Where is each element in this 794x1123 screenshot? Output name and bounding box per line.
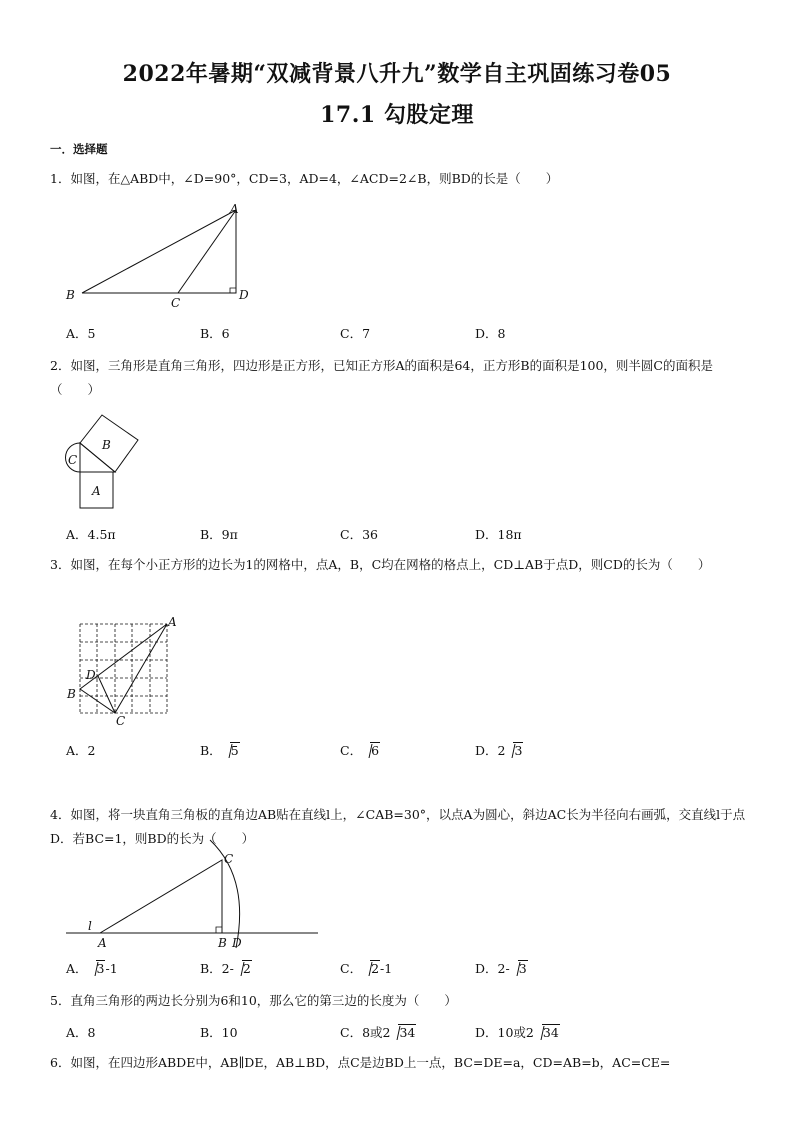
label-C: C — [68, 453, 78, 467]
sqrt-symbol: 6 — [362, 743, 380, 758]
option-a[interactable]: A．4.5π — [66, 527, 116, 542]
question-3 — [50, 553, 750, 577]
label-A: A — [92, 484, 101, 498]
title-line-2: 17.1 勾股定理 — [320, 102, 474, 128]
options-q4 — [66, 959, 766, 979]
sqrt-symbol: 3 — [88, 961, 106, 976]
question-2 — [50, 354, 750, 402]
question-number: 1． — [50, 171, 71, 186]
option-b[interactable]: B．9π — [200, 527, 238, 542]
question-text: 如图，三角形是直角三角形，四边形是正方形，已知正方形A的面积是64，正方形B的面积是100，则半圆C的面积是（ ） — [50, 358, 713, 397]
option-b[interactable]: B．10 — [200, 1025, 238, 1040]
option-d[interactable]: D．2 3 — [475, 743, 523, 758]
option-d[interactable]: D．8 — [475, 326, 506, 341]
label-B: B — [67, 687, 76, 701]
figure-q1 — [60, 200, 260, 310]
question-number: 6． — [50, 1055, 71, 1070]
question-text: 直角三角形的两边长分别为6和10，那么它的第三边的长度为（ ） — [70, 993, 457, 1008]
label-B: B — [102, 438, 111, 452]
sqrt-symbol: 2 — [362, 961, 380, 976]
label-A: A — [168, 615, 177, 629]
label-C: C — [224, 852, 234, 866]
question-number: 2． — [50, 358, 71, 373]
sqrt-symbol: 3 — [510, 961, 528, 976]
question-number: 4． — [50, 807, 71, 822]
options-q2 — [66, 525, 766, 545]
question-5 — [50, 989, 750, 1013]
figure-q2 — [60, 410, 160, 510]
option-c[interactable]: C．7 — [340, 326, 371, 341]
option-d[interactable]: D．10或2 34 — [475, 1025, 559, 1040]
option-c[interactable]: C． 2-1 — [340, 961, 393, 976]
sqrt-symbol: 5 — [222, 743, 240, 758]
title-line-1: 2022年暑期“双减背景八升九”数学自主巩固练习卷05 — [122, 61, 672, 87]
question-number: 5． — [50, 993, 71, 1008]
label-B: B — [218, 936, 227, 950]
option-a[interactable]: A．2 — [66, 743, 96, 758]
option-b[interactable]: B．6 — [200, 326, 230, 341]
options-q1 — [66, 324, 766, 344]
sqrt-symbol: 34 — [534, 1025, 560, 1040]
label-l: l — [88, 919, 92, 933]
question-6 — [50, 1051, 750, 1075]
question-number: 3． — [50, 557, 71, 572]
option-c[interactable]: C．8或2 34 — [340, 1025, 416, 1040]
label-A: A — [98, 936, 107, 950]
label-B: B — [66, 288, 75, 302]
label-D: D — [232, 936, 242, 950]
option-d[interactable]: D．2- 3 — [475, 961, 527, 976]
question-text: 如图，将一块直角三角板的直角边AB贴在直线l上，∠CAB=30°，以点A为圆心，斜边AC长为半径向右画弧，交直线l于点D．若BC=1，则BD的长为（ ） — [50, 807, 746, 846]
options-q3 — [66, 741, 766, 761]
option-c[interactable]: C． 6 — [340, 743, 380, 758]
option-d[interactable]: D．18π — [475, 527, 522, 542]
question-text: 如图，在△ABD中，∠D=90°，CD=3，AD=4，∠ACD=2∠B，则BD的长是（ ） — [70, 171, 559, 186]
question-text: 如图，在每个小正方形的边长为1的网格中，点A，B，C均在网格的格点上，CD⊥AB于点D，则CD的长为（ ） — [70, 557, 711, 572]
option-a[interactable]: A．5 — [66, 326, 96, 341]
sqrt-symbol: 3 — [505, 743, 523, 758]
option-c[interactable]: C．36 — [340, 527, 378, 542]
option-a[interactable]: A．8 — [66, 1025, 96, 1040]
option-b[interactable]: B． 5 — [200, 743, 239, 758]
option-b[interactable]: B．2- 2 — [200, 961, 251, 976]
options-q5 — [66, 1023, 766, 1043]
sqrt-symbol: 34 — [390, 1025, 416, 1040]
label-C: C — [116, 714, 126, 728]
option-a[interactable]: A． 3-1 — [66, 961, 118, 976]
figure-q4 — [60, 838, 330, 958]
sqrt-symbol: 2 — [234, 961, 252, 976]
section-heading: 一．选择题 — [50, 142, 108, 156]
label-C: C — [171, 296, 181, 310]
label-A: A — [230, 202, 239, 216]
question-1 — [50, 167, 750, 191]
label-D: D — [239, 288, 249, 302]
question-text: 如图，在四边形ABDE中，AB∥DE，AB⊥BD，点C是边BD上一点，BC=DE=a，CD=AB=b，AC=CE= — [70, 1055, 671, 1070]
figure-q3 — [60, 612, 190, 727]
label-D: D — [86, 668, 96, 682]
